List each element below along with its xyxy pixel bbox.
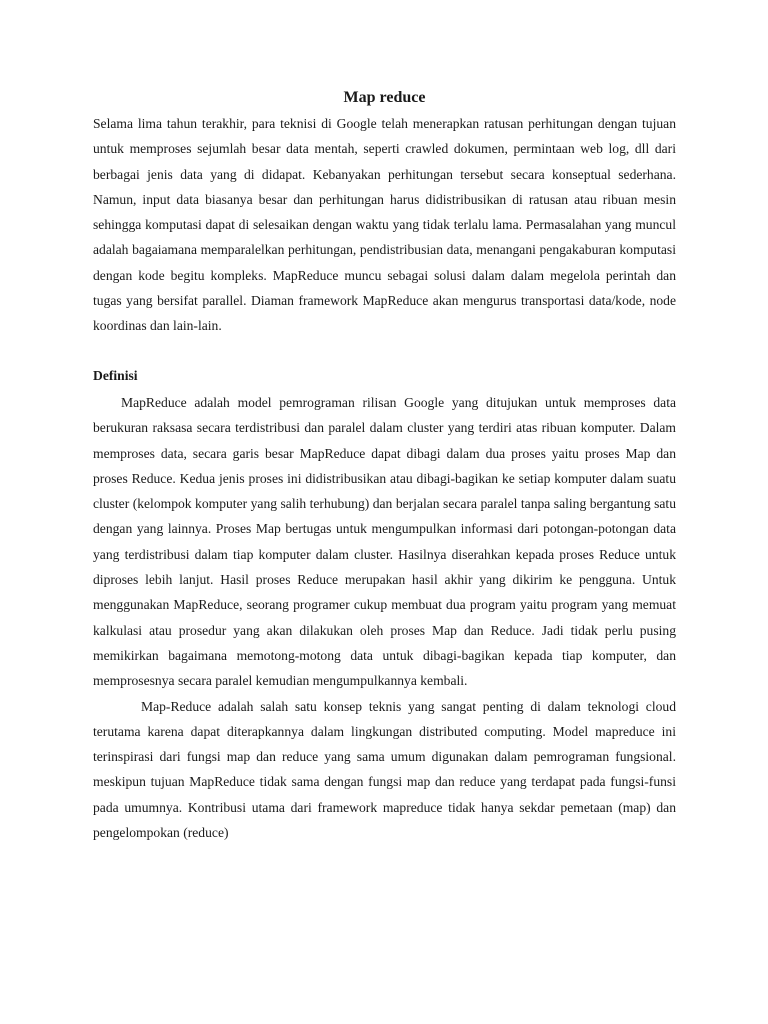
definition-paragraph-2: Map-Reduce adalah salah satu konsep teknis yang sangat penting di dalam teknologi cloud terutama karena dapat diterapkannya dalam lingkungan distributed computing. Model mapreduce ini terinspirasi dari fungsi map dan reduce yang sama umum digunakan dalam pemrograman fungsional. meskipun tujuan MapReduce tidak sama dengan fungsi map dan reduce yang terdapat pada fungsi-funsi pada umumnya. Kontribusi utama dari framework mapreduce tidak hanya sekdar pemetaan (map) dan pengelompokan (reduce)	[93, 698, 676, 841]
document-title: Map reduce	[343, 89, 426, 106]
intro-paragraph: Selama lima tahun terakhir, para teknisi di Google telah menerapkan ratusan perhitungan dengan tujuan untuk memproses sejumlah besar data mentah, seperti crawled dokumen, permintaan web log, dll dari berbagai jenis data yang di didapat. Kebanyakan perhitungan tersebut secara konseptual sederhana. Namun, input data biasanya besar dan perhitungan harus didistribusikan di ratusan atau ribuan mesin sehingga komputasi dapat di selesaikan dengan waktu yang tidak terlalu lama. Permasalahan yang muncul adalah bagaiamana memparalelkan perhitungan, pendistribusian data, menangani pengakaburan komputasi dengan kode begitu kompleks. MapReduce muncu sebagai solusi dalam dalam megelola perintah dan tugas yang bersifat parallel. Diaman framework MapReduce akan mengurus transportasi data/kode, node koordinas dan lain-lain.	[93, 116, 676, 334]
definition-paragraph-1: MapReduce adalah model pemrograman rilisan Google yang ditujukan untuk memproses data berukuran raksasa secara terdistribusi dan paralel dalam cluster yang terdiri atas ribuan komputer. Dalam memproses data, secara garis besar MapReduce dapat dibagi dalam dua proses yaitu proses Map dan proses Reduce. Kedua jenis proses ini didistribusikan atau dibagi-bagikan ke setiap komputer dalam suatu cluster (kelompok komputer yang salih terhubung) dan berjalan secara paralel tanpa saling bergantung satu dengan yang lainnya. Proses Map bertugas untuk mengumpulkan informasi dari potongan-potongan data yang terdistribusi dalam tiap komputer dalam cluster. Hasilnya diserahkan kepada proses Reduce untuk diproses lebih lanjut. Hasil proses Reduce merupakan hasil akhir yang dikirim ke pengguna. Untuk menggunakan MapReduce, seorang programer cukup membuat dua program yaitu program yang memuat kalkulasi atau prosedur yang akan dilakukan oleh proses Map dan Reduce. Jadi tidak perlu pusing memikirkan bagaimana memotong-motong data untuk dibagi-bagikan kepada tiap komputer, dan memprosesnya secara paralel kemudian mengumpulkannya kembali.	[93, 394, 676, 689]
document-body	[93, 85, 676, 845]
section-heading-definisi: Definisi	[93, 367, 138, 383]
